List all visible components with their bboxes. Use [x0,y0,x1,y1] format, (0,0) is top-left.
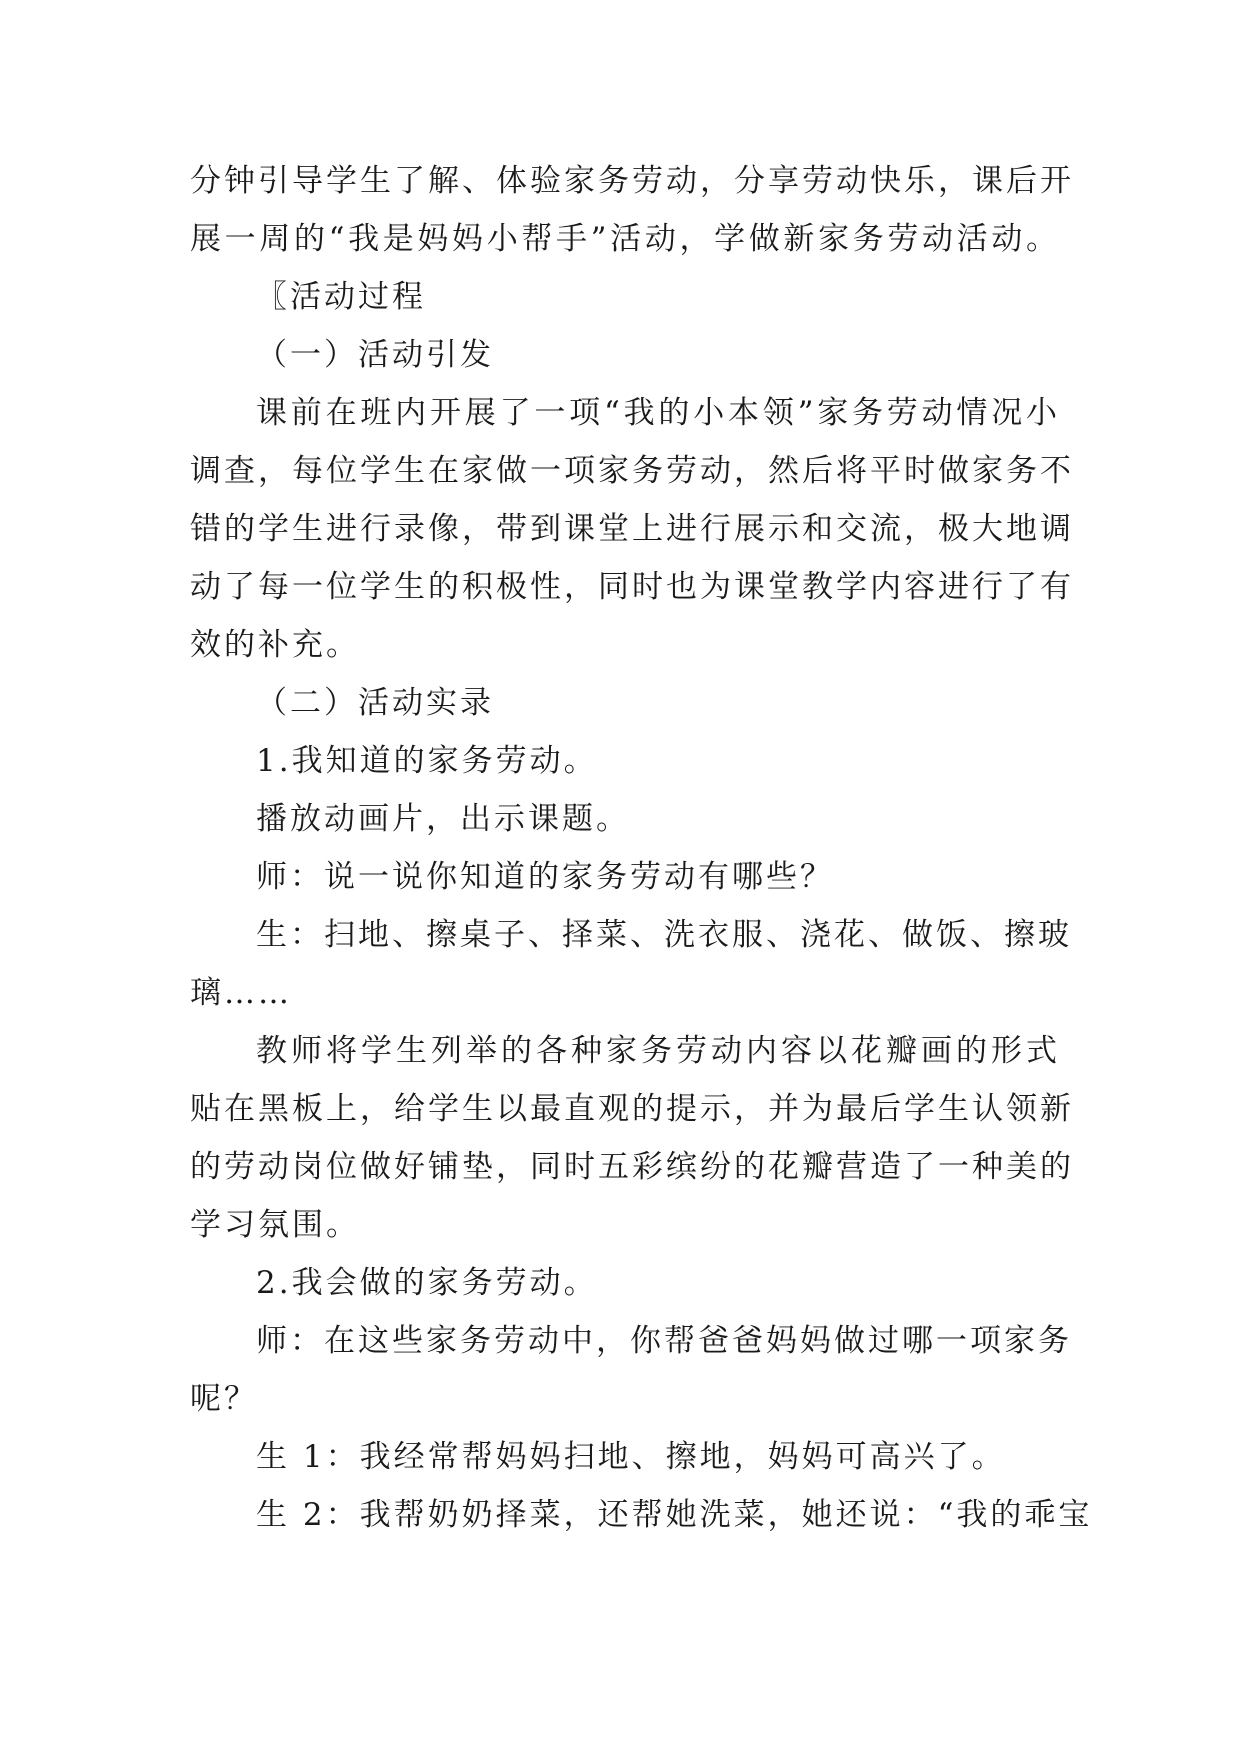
text-line-9: 效的补充。 [190,627,360,663]
text-line-7: 错的学生进行录像，带到课堂上进行展示和交流，极大地调 [190,511,1074,547]
subheading-activity-trigger: （一）活动引发 [256,337,494,373]
text-line-6: 调查，每位学生在家做一项家务劳动，然后将平时做家务不 [190,453,1074,489]
text-line-1: 分钟引导学生了解、体验家务劳动，分享劳动快乐，课后开 [190,163,1074,199]
text-line-8: 动了每一位学生的积极性，同时也为课堂教学内容进行了有 [190,569,1074,605]
text-line-19: 学习氛围。 [190,1207,360,1243]
subheading-activity-record: （二）活动实录 [256,685,494,721]
text-line-15: 璃…… [190,975,292,1011]
teacher-line-2: 师：在这些家务劳动中，你帮爸爸妈妈做过哪一项家务 [256,1323,1072,1359]
teacher-line-1: 师：说一说你知道的家务劳动有哪些？ [256,859,834,895]
text-line-22: 呢？ [190,1381,258,1417]
body-text [190,152,1093,1544]
student-line-3: 生 2：我帮奶奶择菜，还帮她洗菜，她还说：“我的乖宝 [256,1497,1093,1533]
student-line-1: 生：扫地、擦桌子、择菜、洗衣服、浇花、做饭、擦玻 [256,917,1072,953]
student-line-2: 生 1：我经常帮妈妈扫地、擦地，妈妈可高兴了。 [256,1439,1006,1475]
text-line-2: 展一周的“我是妈妈小帮手”活动，学做新家务劳动活动。 [190,221,1060,257]
text-line-17: 贴在黑板上，给学生以最直观的提示，并为最后学生认领新 [190,1091,1074,1127]
text-line-12: 播放动画片，出示课题。 [256,801,630,837]
section-heading-activity-process: 〖活动过程 [256,279,426,315]
text-line-5: 课前在班内开展了一项“我的小本领”家务劳动情况小 [256,395,1060,431]
item-heading-1: 1.我知道的家务劳动。 [256,743,598,779]
text-line-16: 教师将学生列举的各种家务劳动内容以花瓣画的形式 [256,1033,1060,1069]
text-line-18: 的劳动岗位做好铺垫，同时五彩缤纷的花瓣营造了一种美的 [190,1149,1074,1185]
item-heading-2: 2.我会做的家务劳动。 [256,1265,598,1301]
